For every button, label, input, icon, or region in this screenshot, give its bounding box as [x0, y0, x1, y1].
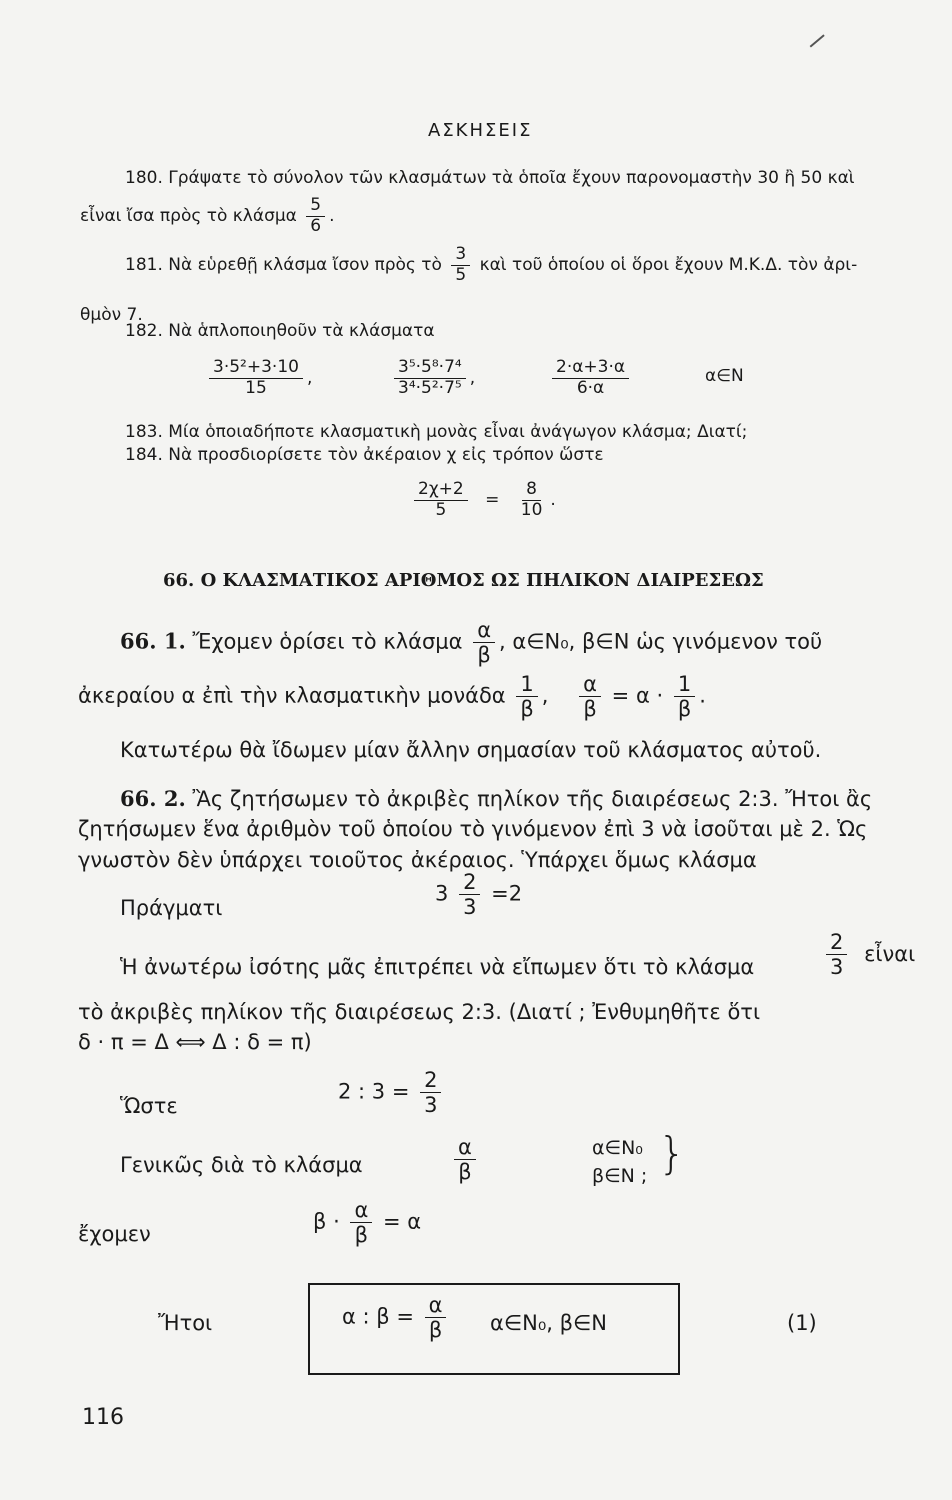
fraction-3-5 [451, 245, 470, 285]
fraction-denominator: β [458, 1160, 472, 1185]
fraction-numerator: 1 [516, 672, 537, 697]
oste-label: Ὥστε [120, 1094, 178, 1118]
exercise-181-text-a: 181. Νὰ εὑρεθῇ κλάσμα ἴσον πρὸς τὸ [125, 255, 442, 276]
general-fraction [450, 1135, 480, 1184]
exercise-182-line1: 182. Νὰ ἁπλοποιηθοῦν τὰ κλάσματα [125, 321, 435, 341]
equation-3-times-2-3 [435, 870, 522, 919]
paragraph-66-2-line2: ζητήσωμεν ἕνα ἀριθμὸν τοῦ ὁποίου τὸ γινόμενον ἐπὶ 3 νὰ ἰσοῦται μὲ 2. Ὡς [78, 817, 868, 841]
exercise-180-line1: 180. Γράψατε τὸ σύνολον τῶν κλασμάτων τὰ ὁποῖα ἔχουν παρονομαστὴν 30 ἢ 50 καὶ [125, 168, 855, 188]
paragraph-66-1-line3: Κατωτέρω θὰ ἴδωμεν μίαν ἄλλην σημασίαν τοῦ κλάσματος αὐτοῦ. [120, 738, 822, 762]
equals-sign: = [611, 683, 630, 708]
oste-equation [338, 1068, 445, 1117]
fraction-denominator: 3 [830, 955, 844, 980]
exomen-label: ἔχομεν [78, 1222, 151, 1246]
fraction-numerator: 1 [674, 672, 695, 697]
fraction-denominator: 3 [424, 1093, 438, 1118]
paragraph-text: Ἔχομεν ὁρίσει τὸ κλάσμα [192, 629, 463, 654]
fraction-denominator: β [428, 1318, 443, 1343]
paragraph-66-2-line5: τὸ ἀκριβὲς πηλίκον τῆς διαιρέσεως 2:3. (Διατί ; Ἐνθυμηθῆτε ὅτι [78, 1000, 761, 1024]
fraction-denominator: β [520, 697, 534, 722]
exercise-180-line2: εἶναι ἴσα πρὸς τὸ κλάσμα $\frac{5}{6}$ . [80, 195, 335, 236]
fraction-denominator: 6·α [576, 377, 605, 398]
fraction-numerator: 2·α+3·α [552, 358, 629, 379]
fraction-denominator: β [354, 1223, 369, 1248]
exercise-184-equation: $\frac{2\chi+2}{5}$ = $\frac{8}{10}$ . [410, 480, 556, 520]
scan-mark [810, 34, 825, 47]
paragraph-text: ἀκεραίου α ἐπὶ τὴν κλασματικὴν μονάδα [78, 683, 506, 708]
fraction-numerator: α [579, 672, 601, 697]
paragraph-66-2-line3: γνωστὸν δὲν ὑπάρχει τοιοῦτος ἀκέραιος. Ὑπάρχει ὅμως κλάσμα [78, 848, 757, 872]
equation-term: =2 [491, 881, 523, 906]
exercise-182-condition: α∈N [705, 366, 744, 386]
fraction-denominator: 3 [463, 895, 477, 920]
paragraph-66-2-line6: δ · π = Δ ⟺ Δ : δ = π) [78, 1030, 312, 1054]
fraction-numerator: α [425, 1293, 447, 1318]
equation-label: (1) [787, 1311, 817, 1335]
fraction-denominator: 5 [455, 264, 467, 285]
section-heading: ΑΣΚΗΣΕΙΣ [428, 120, 533, 141]
fraction-numerator: 2 [826, 930, 847, 955]
fraction-numerator: α [473, 618, 495, 643]
paragraph-text: α · [635, 683, 664, 708]
condition-alpha: α∈N₀ [592, 1137, 643, 1159]
equation-term: 3 [435, 881, 449, 906]
exercise-182-fraction-1: $\frac{\text{3·5²+3·10}}{15}$ , [205, 358, 312, 398]
boxed-equation [342, 1293, 450, 1342]
exercise-182-fraction-3 [548, 358, 633, 398]
boxed-conditions: α∈N₀, β∈N [490, 1311, 608, 1335]
fraction-denominator: 3⁴·5²·7⁵ [398, 377, 462, 398]
pragmati-label: Πράγματι [120, 896, 223, 920]
page-number: 116 [82, 1405, 124, 1430]
exercise-181-line2: θμὸν 7. [80, 305, 143, 325]
fraction-numerator: 3⁵·5⁸·7⁴ [394, 358, 466, 379]
paragraph-66-2-line4: Ἡ ἀνωτέρω ἰσότης μᾶς ἐπιτρέπει νὰ εἴπωμεν ὅτι τὸ κλάσμα [120, 955, 755, 979]
paragraph-number: 66. 1. [120, 628, 186, 654]
fraction-numerator: 3 [451, 245, 470, 266]
right-brace: } [658, 1128, 686, 1179]
fraction-denominator: 6 [310, 215, 322, 236]
exercise-182-fraction-2: $\frac{\text{3⁵·5⁸·7⁴}}{\text{3⁴·5²·7⁵}}$ , [390, 358, 475, 398]
fraction-denominator: β [477, 643, 491, 668]
exercise-180-text: εἶναι ἴσα πρὸς τὸ κλάσμα [80, 206, 297, 227]
paragraph-text: εἶναι [864, 941, 916, 966]
exomen-equation [313, 1198, 421, 1247]
fraction-numerator: 5 [306, 196, 325, 217]
fraction-denominator: 5 [435, 499, 447, 520]
general-conditions [592, 1134, 647, 1190]
itoi-label: Ἤτοι [158, 1311, 213, 1335]
chapter-title: 66. Ο ΚΛΑΣΜΑΤΙΚΟΣ ΑΡΙΘΜΟΣ ΩΣ ΠΗΛΙΚΟΝ ΔΙΑΙΡΕΣΕΩΣ [163, 570, 764, 591]
fraction-numerator: 2 [459, 870, 480, 895]
paragraph-66-1-line2: ἀκεραίου α ἐπὶ τὴν κλασματικὴν μονάδα $\frac{1}{\beta}$ , $\frac{\alpha}{\beta}$ = α · $\frac{1}{\beta}$ . [78, 672, 706, 722]
exercise-183: 183. Μία ὁποιαδήποτε κλασματικὴ μονὰς εἶναι ἀνάγωγον κλάσμα; Διατί; [125, 422, 748, 442]
exercise-181-text-b: καὶ τοῦ ὁποίου οἱ ὅροι ἔχουν Μ.Κ.Δ. τὸν ἀρι- [479, 255, 858, 276]
fraction-5-6 [306, 196, 325, 236]
equation-term: β · [313, 1209, 340, 1234]
fraction-numerator: 2 [420, 1068, 441, 1093]
equation-term: 2 : 3 = [338, 1079, 410, 1104]
paragraph-text: , α∈N₀, β∈N ὡς γινόμενον τοῦ [499, 629, 823, 654]
equation-term: α : β = [342, 1304, 414, 1329]
fraction-denominator: 10 [520, 499, 543, 520]
exercise-184-line1: 184. Νὰ προσδιορίσετε τὸν ἀκέραιον χ εἰς τρόπον ὥστε [125, 445, 604, 465]
paragraph-text: Ἂς ζητήσωμεν τὸ ἀκριβὲς πηλίκον τῆς διαιρέσεως 2:3. Ἤτοι ἂς [192, 787, 873, 811]
paragraph-66-1-line1 [120, 618, 822, 667]
condition-beta: β∈N ; [592, 1165, 648, 1187]
fraction-denominator: 15 [245, 377, 267, 398]
equation-term: = α [382, 1209, 422, 1234]
fraction-numerator: α [350, 1198, 372, 1223]
fraction-numerator: 8 [522, 480, 541, 501]
paragraph-66-2-line1 [120, 786, 872, 811]
paragraph-number: 66. 2. [120, 786, 186, 811]
fraction-numerator: α [454, 1135, 476, 1160]
exercise-181-line1 [125, 245, 857, 285]
fraction-denominator: β [583, 697, 597, 722]
fraction-denominator: β [677, 697, 692, 722]
fraction-numerator: 2χ+2 [414, 480, 468, 501]
general-text: Γενικῶς διὰ τὸ κλάσμα [120, 1153, 363, 1177]
iso-fraction-group [822, 930, 915, 979]
fraction-numerator: 3·5²+3·10 [209, 358, 303, 379]
